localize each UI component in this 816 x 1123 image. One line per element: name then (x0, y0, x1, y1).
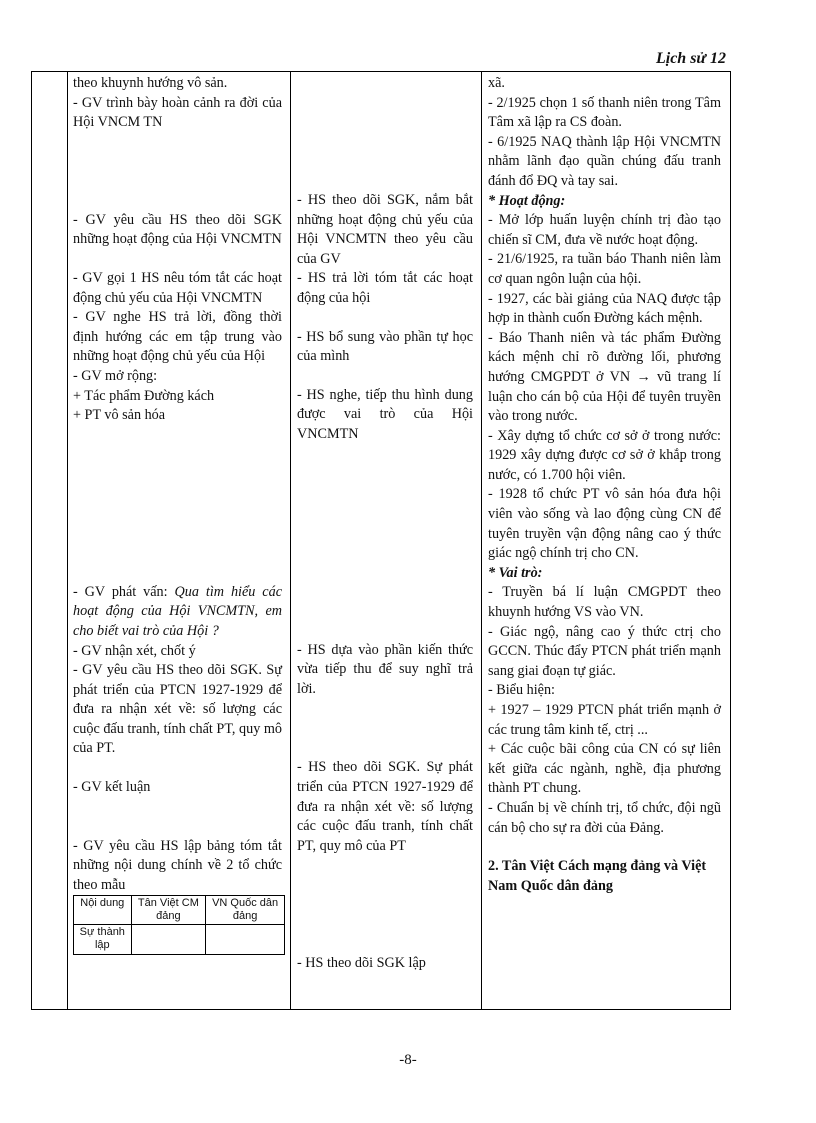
column-divider-3 (481, 72, 482, 1010)
content-text: - Truyền bá lí luận CMGPDT theo khuynh hướng VS vào VN. (488, 584, 721, 621)
student-activities-column (297, 74, 473, 974)
content-text: - 1928 tổ chức PT vô sản hóa đưa hội viên vào sống và lao động cùng CN để tuyên truyền vận động nâng cao ý thức giác ngộ chính trị cho CN. (488, 486, 721, 562)
student-text: - HS theo dõi SGK, nắm bắt những hoạt động chủ yếu của Hội VNCMTN theo yêu cầu của GV (297, 192, 473, 267)
student-text: - HS dựa vào phần kiến thức vừa tiếp thu để suy nghĩ trả lời. (297, 641, 473, 697)
student-text: - HS theo dõi SGK. Sự phát triển của PTCN 1927-1929 để đưa ra nhận xét về: số lượng các cuộc đấu tranh, tính chất PT, quy mô của PT (297, 759, 473, 854)
table-header: Nội dung (74, 896, 132, 925)
teacher-text: - GV yêu cầu HS theo dõi SGK những hoạt động của Hội VNCMTN (73, 211, 282, 248)
table-row-label: Sự thành lập (74, 925, 132, 955)
column-divider-2 (290, 72, 291, 1010)
teacher-text: - GV yêu cầu HS theo dõi SGK. Sự phát triển của PTCN 1927-1929 để đưa ra nhận xét về: số lượng các cuộc đấu tranh, tính chất PT, quy mô của PT. (73, 662, 282, 757)
student-text: - HS bổ sung vào phần tự học của mình (297, 328, 473, 365)
student-text: - HS theo dõi SGK lập (297, 955, 426, 972)
teacher-text: - GV yêu cầu HS lập bảng tóm tắt những nội dung chính về 2 tổ chức theo mẫu (73, 837, 282, 893)
table-cell (206, 925, 285, 955)
content-heading: * Hoạt động: (488, 192, 566, 209)
content-text: - 21/6/1925, ra tuần báo Thanh niên làm cơ quan ngôn luận của hội. (488, 251, 721, 287)
content-text: + 1927 – 1929 PTCN phát triển mạnh ở các trung tâm kinh tế, ctrị ... (488, 702, 721, 738)
content-text: - Báo Thanh niên và tác phẩm Đường kách mệnh chỉ rõ đường lối, phương hướng CMGPDT ở VN → vũ trang lí luận cho cán bộ của Hội để tuyên truyền vào trong nước. (488, 329, 721, 425)
content-text: - Mở lớp huấn luyện chính trị đào tạo chiến sĩ CM, đưa về nước hoạt động. (488, 212, 721, 248)
teacher-text: theo khuynh hướng vô sản. (73, 75, 228, 91)
content-text: - Biểu hiện: (488, 682, 555, 699)
content-text: + Các cuộc bãi công của CN có sự liên kết giữa các ngành, nghề, địa phương thành PT chung. (488, 741, 721, 797)
teacher-text: + Tác phẩm Đường kách (73, 387, 215, 404)
teacher-text: - GV kết luận (73, 779, 151, 796)
page-header-subject: Lịch sử 12 (655, 50, 726, 67)
teacher-question: - GV phát vấn: Qua tìm hiểu các hoạt động của Hội VNCMTN, em cho biết vai trò của Hội ? (73, 583, 282, 639)
section-heading: 2. Tân Việt Cách mạng đảng và Việt Nam Quốc dân đảng (488, 858, 707, 894)
student-text: - HS trả lời tóm tắt các hoạt động của hội (297, 270, 473, 306)
content-text: - 1927, các bài giảng của NAQ được tập hợp in thành cuốn Đường kách mệnh. (488, 290, 721, 327)
teacher-activities-column (73, 74, 282, 955)
teacher-text: - GV mở rộng: (73, 367, 158, 384)
page-number: -8- (399, 1052, 417, 1068)
column-divider-1 (67, 72, 68, 1010)
teacher-text: - GV gọi 1 HS nêu tóm tắt các hoạt động chủ yếu của Hội VNCMTN (73, 269, 282, 306)
teacher-text: + PT vô sản hóa (73, 407, 166, 424)
content-heading: * Vai trò: (488, 564, 543, 581)
content-text: - 2/1925 chọn 1 số thanh niên trong Tâm Tâm xã lập ra CS đoàn. (488, 94, 721, 131)
teacher-text: - GV trình bày hoàn cảnh ra đời của Hội VNCM TN (73, 94, 282, 131)
content-text: xã. (488, 75, 505, 91)
teacher-text: - GV nghe HS trả lời, đồng thời định hướng các em tập trung vào những hoạt động chủ yếu của Hội (73, 309, 282, 365)
table-header: Tân Việt CM đảng (131, 896, 206, 925)
content-text: - Chuẩn bị về chính trị, tổ chức, đội ngũ cán bộ cho sự ra đời của Đảng. (488, 799, 721, 836)
summary-template-table (73, 895, 285, 955)
content-text: - Giác ngộ, nâng cao ý thức ctrị cho GCCN. Thúc đẩy PTCN phát triển mạnh sang giai đoạn tự giác. (488, 623, 721, 679)
table-header: VN Quốc dân đảng (206, 896, 285, 925)
student-text: - HS nghe, tiếp thu hình dung được vai trò của Hội VNCMTN (297, 386, 473, 442)
teacher-text: - GV nhận xét, chốt ý (73, 642, 196, 659)
content-text: - 6/1925 NAQ thành lập Hội VNCMTN nhằm lãnh đạo quần chúng đấu tranh đánh đổ ĐQ và tay sai. (488, 133, 721, 189)
content-text: - Xây dựng tổ chức cơ sở ở trong nước: 1929 xây dựng được cơ sở ở khắp trong nước, có 1.700 hội viên. (488, 427, 721, 483)
content-column (488, 74, 721, 896)
table-cell (131, 925, 206, 955)
